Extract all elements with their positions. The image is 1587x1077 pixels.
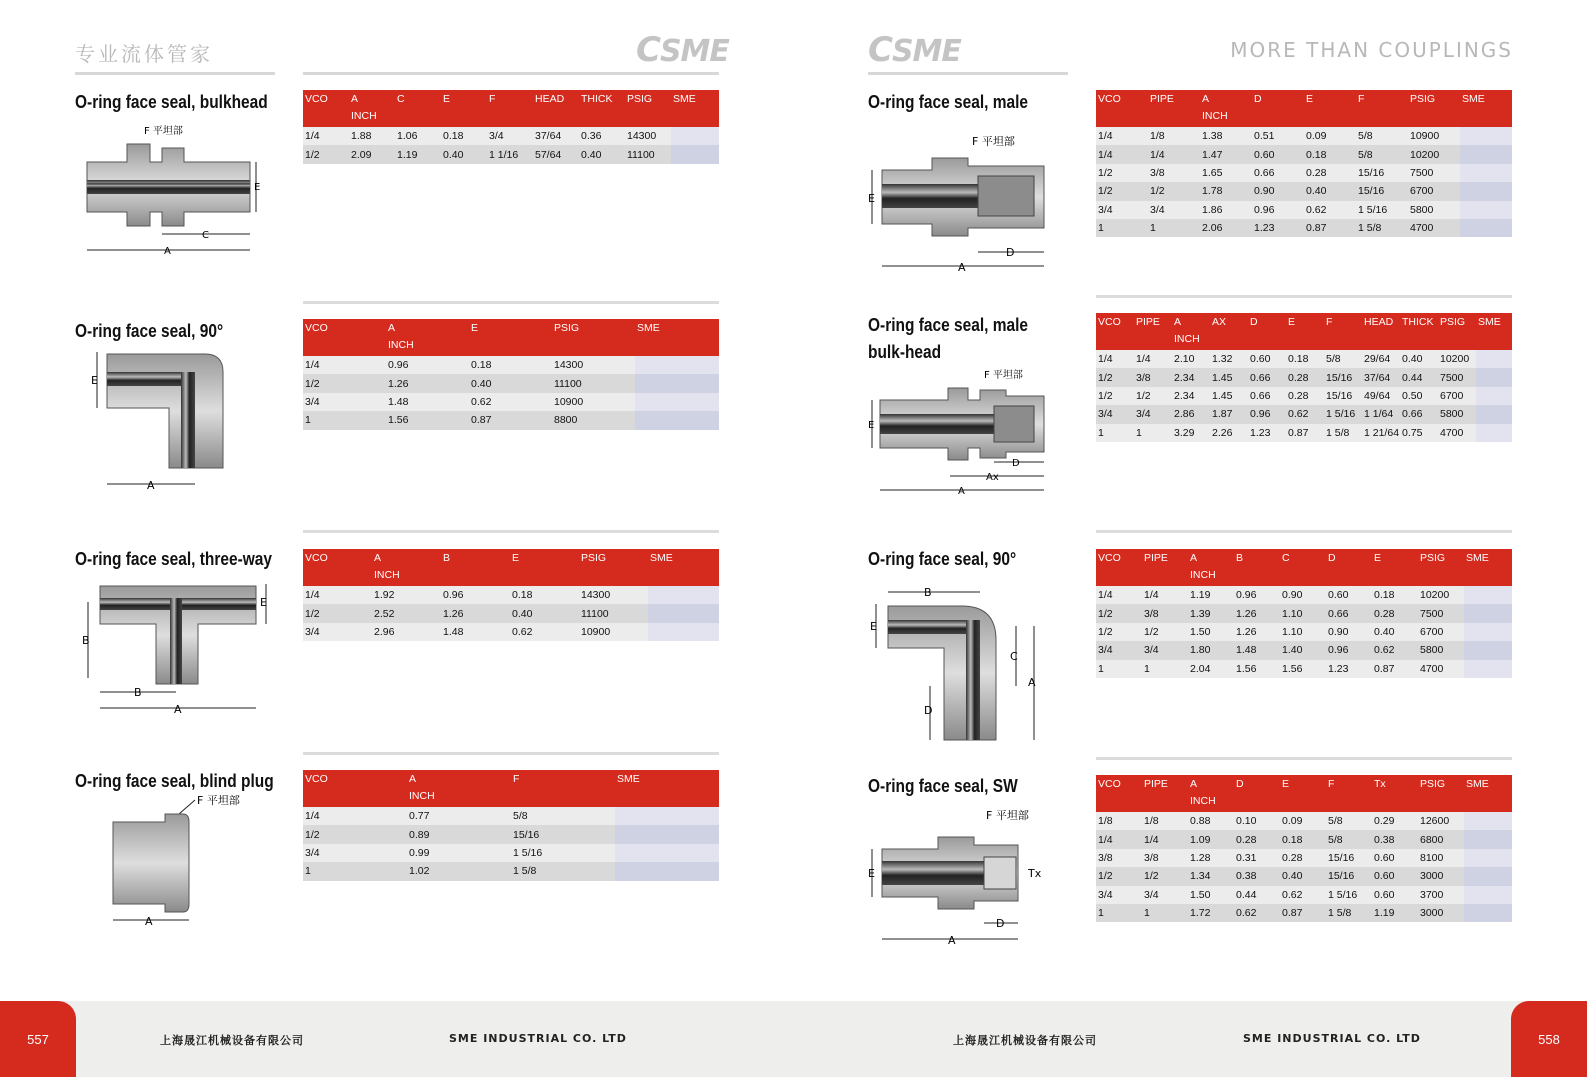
col-header: E [441, 90, 487, 127]
table-row: 1/2 3/8 1.65 0.66 0.28 15/16 7500 [1096, 164, 1512, 182]
table-row: 1/4 0.96 0.18 14300 [303, 356, 719, 374]
col-header: A INCH [372, 549, 441, 586]
section-rule [1096, 295, 1512, 298]
elbow-fitting-drawing [85, 350, 235, 495]
col-header: AX [1210, 313, 1248, 350]
col-header: THICK [579, 90, 625, 127]
col-header: PSIG [1418, 775, 1464, 812]
table-row: 1/2 2.09 1.19 0.40 1 1/16 57/64 0.40 11100 [303, 145, 719, 163]
col-header: THICK [1400, 313, 1438, 350]
svg-text:D: D [924, 704, 933, 717]
col-header: E [510, 549, 579, 586]
table-row: 1/2 1/2 1.50 1.26 1.10 0.90 0.40 6700 [1096, 623, 1512, 641]
svg-text:B: B [924, 586, 932, 599]
col-header: SME [648, 549, 719, 586]
svg-text:C: C [1010, 650, 1018, 663]
svg-text:D: D [1012, 458, 1020, 469]
section-title: O-ring face seal, bulkhead [75, 92, 268, 112]
col-header: D [1326, 549, 1372, 586]
svg-text:Ax: Ax [986, 472, 999, 483]
col-header: PSIG [1418, 549, 1464, 586]
col-header: A INCH [1172, 313, 1210, 350]
col-header: SME [615, 770, 719, 807]
bulkhead-fitting-drawing [82, 122, 272, 262]
table-row: 1/2 0.89 15/16 [303, 825, 719, 843]
table-row: 1/8 1/8 0.88 0.10 0.09 5/8 0.29 12600 [1096, 812, 1512, 830]
col-header: A INCH [1200, 90, 1252, 127]
svg-text:A: A [948, 934, 956, 947]
male-elbow-drawing [866, 580, 1046, 750]
header-rule [868, 72, 1068, 75]
table-row: 1/4 1/8 1.38 0.51 0.09 5/8 10900 [1096, 127, 1512, 145]
col-header: B [441, 549, 510, 586]
col-header: C [395, 90, 441, 127]
col-header: VCO [1096, 549, 1142, 586]
section-title: O-ring face seal, male bulk-head [868, 315, 1029, 362]
table-row: 1/2 1.26 0.40 11100 [303, 374, 719, 392]
svg-text:F 平坦部: F 平坦部 [986, 809, 1029, 822]
svg-text:F 平坦部: F 平坦部 [197, 794, 240, 807]
col-header: PIPE [1142, 549, 1188, 586]
svg-text:A: A [145, 915, 153, 928]
table-row: 3/4 3/4 2.86 1.87 0.96 0.62 1 5/16 1 1/64 0.66 5800 [1096, 405, 1512, 423]
svg-text:E: E [91, 374, 98, 387]
col-header: A INCH [349, 90, 395, 127]
company-name-cn: 上海晟江机械设备有限公司 [953, 1034, 1097, 1047]
col-header: F [1326, 775, 1372, 812]
svg-text:C: C [202, 230, 209, 241]
sme-logo-left: CSME [636, 30, 729, 70]
svg-text:F 平坦部: F 平坦部 [972, 135, 1015, 148]
svg-text:E: E [868, 867, 875, 880]
spec-table-male [1096, 90, 1512, 237]
col-header: PIPE [1142, 775, 1188, 812]
svg-text:Tx: Tx [1028, 867, 1042, 880]
col-header: PSIG [1408, 90, 1460, 127]
table-row: 1/2 1/2 1.78 0.90 0.40 15/16 6700 [1096, 182, 1512, 200]
tee-fitting-drawing [78, 580, 278, 720]
table-row: 3/4 2.96 1.48 0.62 10900 [303, 623, 719, 641]
table-row: 3/4 3/4 1.80 1.48 1.40 0.96 0.62 5800 [1096, 641, 1512, 659]
col-header: D [1248, 313, 1286, 350]
svg-text:E: E [870, 620, 877, 633]
col-header: E [1286, 313, 1324, 350]
male-connector-drawing [868, 130, 1053, 280]
table-row: 1/4 1.92 0.96 0.18 14300 [303, 586, 719, 604]
col-header: A INCH [407, 770, 511, 807]
col-header: VCO [303, 319, 386, 356]
svg-text:A: A [174, 703, 182, 716]
col-header: D [1234, 775, 1280, 812]
col-header: PSIG [625, 90, 671, 127]
col-header: A INCH [1188, 775, 1234, 812]
table-row: 3/4 3/4 1.86 0.96 0.62 1 5/16 5800 [1096, 201, 1512, 219]
svg-text:D: D [996, 917, 1005, 930]
table-row: 1 1 2.06 1.23 0.87 1 5/8 4700 [1096, 219, 1512, 237]
section-rule [303, 301, 719, 304]
col-header: SME [635, 319, 719, 356]
section-title: O-ring face seal, blind plug [75, 771, 274, 791]
section-title: O-ring face seal, 90° [75, 321, 224, 341]
col-header: B [1234, 549, 1280, 586]
col-header: PSIG [579, 549, 648, 586]
col-header: HEAD [533, 90, 579, 127]
table-row: 1 1.56 0.87 8800 [303, 411, 719, 429]
col-header: PSIG [1438, 313, 1476, 350]
col-header: E [469, 319, 552, 356]
section-rule [1096, 757, 1512, 760]
svg-text:B: B [82, 634, 90, 647]
table-row: 1/4 1/4 1.19 0.96 0.90 0.60 0.18 10200 [1096, 586, 1512, 604]
svg-text:E: E [260, 596, 267, 609]
section-rule [303, 752, 719, 755]
spec-table-tee [303, 549, 719, 641]
col-header: SME [671, 90, 719, 127]
col-header: VCO [1096, 90, 1148, 127]
col-header: SME [1464, 775, 1512, 812]
spec-table-male-bulkhead [1096, 313, 1512, 442]
svg-text:E: E [868, 420, 875, 431]
col-header: F [487, 90, 533, 127]
table-row: 1/2 3/8 2.34 1.45 0.66 0.28 15/16 37/64 0.44 7500 [1096, 368, 1512, 386]
col-header: Tx [1372, 775, 1418, 812]
company-name-cn: 上海晟江机械设备有限公司 [160, 1034, 304, 1047]
socket-weld-drawing [868, 805, 1068, 955]
table-row: 3/8 3/8 1.28 0.31 0.28 15/16 0.60 8100 [1096, 849, 1512, 867]
table-row: 1/4 1/4 1.47 0.60 0.18 5/8 10200 [1096, 145, 1512, 163]
section-title: O-ring face seal, SW [868, 776, 1018, 796]
svg-text:F 平坦部: F 平坦部 [984, 370, 1023, 381]
svg-text:A: A [958, 261, 966, 274]
table-row: 1/2 1/2 1.34 0.38 0.40 15/16 0.60 3000 [1096, 867, 1512, 885]
svg-text:A: A [164, 246, 171, 257]
col-header: A INCH [1188, 549, 1234, 586]
svg-text:A: A [147, 479, 155, 492]
col-header: E [1304, 90, 1356, 127]
col-header: F [1356, 90, 1408, 127]
section-title: O-ring face seal, male [868, 92, 1029, 112]
table-row: 3/4 0.99 1 5/16 [303, 844, 719, 862]
left-page-slogan: 专业流体管家 [75, 42, 213, 66]
spec-table-blind-plug [303, 770, 719, 881]
table-row: 3/4 1.48 0.62 10900 [303, 393, 719, 411]
header-rule [75, 72, 275, 75]
table-row: 1 1 3.29 2.26 1.23 0.87 1 5/8 1 21/64 0.75 4700 [1096, 424, 1512, 442]
col-header: A INCH [386, 319, 469, 356]
col-header: SME [1464, 549, 1512, 586]
page-number-right: 558 [1511, 1001, 1587, 1077]
table-row: 1/2 2.52 1.26 0.40 11100 [303, 604, 719, 622]
col-header: PIPE [1134, 313, 1172, 350]
company-name-en: SME INDUSTRIAL CO. LTD [1243, 1032, 1421, 1045]
col-header: PSIG [552, 319, 635, 356]
spec-table-bulkhead [303, 90, 719, 164]
table-row: 1/4 1/4 2.10 1.32 0.60 0.18 5/8 29/64 0.40 10200 [1096, 350, 1512, 368]
table-row: 1/4 1/4 1.09 0.28 0.18 5/8 0.38 6800 [1096, 830, 1512, 848]
col-header: D [1252, 90, 1304, 127]
col-header: VCO [1096, 775, 1142, 812]
svg-text:F 平坦部: F 平坦部 [144, 126, 183, 137]
col-header: VCO [303, 549, 372, 586]
col-header: SME [1460, 90, 1512, 127]
svg-text:A: A [1028, 676, 1036, 689]
blind-plug-drawing [105, 792, 265, 937]
page-number-left: 557 [0, 1001, 76, 1077]
table-row: 1/4 0.77 5/8 [303, 807, 719, 825]
table-row: 1 1 2.04 1.56 1.56 1.23 0.87 4700 [1096, 660, 1512, 678]
male-bulkhead-drawing [868, 368, 1058, 498]
section-rule [303, 530, 719, 533]
section-rule [1096, 530, 1512, 533]
col-header: F [1324, 313, 1362, 350]
table-row: 1 1.02 1 5/8 [303, 862, 719, 880]
spec-table-elbow [303, 319, 719, 430]
section-title: O-ring face seal, 90° [868, 549, 1017, 569]
svg-text:E: E [868, 192, 875, 205]
section-title: O-ring face seal, three-way [75, 549, 273, 569]
col-header: VCO [303, 770, 407, 807]
col-header: SME [1476, 313, 1512, 350]
company-name-en: SME INDUSTRIAL CO. LTD [449, 1032, 627, 1045]
col-header: F [511, 770, 615, 807]
table-row: 1/4 1.88 1.06 0.18 3/4 37/64 0.36 14300 [303, 127, 719, 145]
col-header: E [1280, 775, 1326, 812]
table-row: 1/2 1/2 2.34 1.45 0.66 0.28 15/16 49/64 0.50 6700 [1096, 387, 1512, 405]
col-header: PIPE [1148, 90, 1200, 127]
svg-text:A: A [958, 486, 965, 497]
svg-text:D: D [1006, 246, 1015, 259]
spec-table-male-elbow [1096, 549, 1512, 678]
table-row: 1/2 3/8 1.39 1.26 1.10 0.66 0.28 7500 [1096, 604, 1512, 622]
col-header: E [1372, 549, 1418, 586]
col-header: VCO [303, 90, 349, 127]
col-header: VCO [1096, 313, 1134, 350]
col-header: C [1280, 549, 1326, 586]
sme-logo-right: CSME [868, 30, 961, 70]
svg-text:E: E [254, 182, 261, 193]
table-row: 3/4 3/4 1.50 0.44 0.62 1 5/16 0.60 3700 [1096, 886, 1512, 904]
right-page-slogan: MORE THAN COUPLINGS [1230, 38, 1513, 62]
svg-text:B: B [134, 686, 142, 699]
table-row: 1 1 1.72 0.62 0.87 1 5/8 1.19 3000 [1096, 904, 1512, 922]
col-header: HEAD [1362, 313, 1400, 350]
header-rule [303, 72, 719, 75]
spec-table-socket-weld [1096, 775, 1512, 922]
